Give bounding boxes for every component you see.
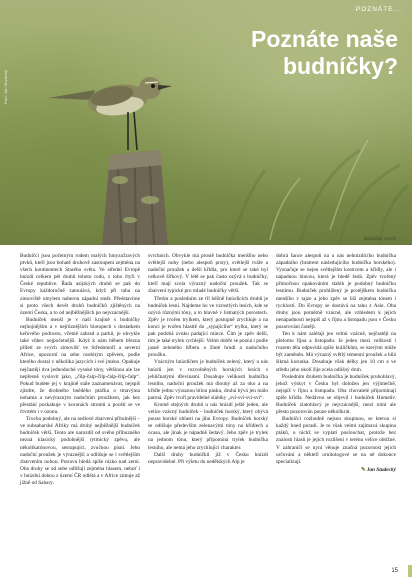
title-line-1: Poznáte naše — [251, 26, 398, 52]
page-number: 15 — [391, 568, 398, 574]
paragraph: Kromě stejných druhů u nás hnízdí ještě jeden, ale velice vzácný budníček – budníček horský, který obývá pouze horské oblasti na jihu Evropy. Budníček horský se odlišuje především zelenavými tóny na křídlech a ocasu, ale jinak je nápadně šedavý. Jeho zpěv je trylek na jednom tónu, který připomíná trylek budníčka lesního, ale nemá jeho zrychlující charakter. — [148, 401, 268, 451]
photo-credit: Foto: Jan Studecký — [3, 70, 8, 105]
author-signature — [276, 467, 396, 474]
paragraph: Další druhy budníčků již v Česku hnízdí nepravidelně. Při výletu do nedělských Alp je — [148, 451, 268, 465]
paragraph: Budníčci jsou početným rodem malých hmyzožravých ptvků, kteří jsou bohatě druhově zastoupeni zejména na všech kontinentech Starého světa. Ve střední Evropě hnízdí celkem pět druhů tohoto rodu, z toho čtyři v České republice. Řada asijských druhů se pak do Evropy každoročně zatoulává, když při tahu na zimoviště omylem naberou západní směr. Představíme si proto všech devět druhů budníčků zjištěných na území Česka, a to od nejběžnějších po nejvzácnější. — [20, 253, 140, 316]
paragraph: Trochu podobný, ale na sedlové zbarvení přítulnější – ve subsaharské Afriky má druhý nejběžnější budníček budníček větší. Tento ale narozdíl od svého příbuzného nezná klasický podobnější rytmický zpěvu, ale několikatónovou, sestupující, zvučnou písní. Jeho nadoční proužek je výraznější a odlišuje se i světlejším zbarvením nohou. Potravu hledá spíše nízko nad zemí. Oba druhy se od sebe odlišují zejména hlasem, neboť i v hnízdní dobou z území ČR odlétá a v Africe zimuje až jižně od Sahary. — [20, 416, 140, 486]
paragraph: Posledním druhem budníčka je budníček pruhohlavý, jehož výskyt v Česku byl doložen jen výjimečně, nejspíš v říjnu a listopadu. Oba chovatelé připomínají spíše křídla. Nedávno se objevil i budníček Humeův. Budníček zlatohlavý je nejvzácnější, mezi nimi ale přesto pozorován pouze několikrát. — [276, 373, 396, 416]
paragraph: svrchních. Obvykle má prostě budníčka menšího nebo světlejší nohy (nebo alespoň prsty), světlejší tváře a nadoční proužek a delší křídla, pro které se také byl celkově šířkový. V létě se pak často ozývá s budníčky, kteří mají zcela výrazný nadoční proužek. Tak se zbarvení typické pro mladé budníčky větší. — [148, 253, 268, 295]
paragraph: dobrá šance alespoň na u nás nehnízdícího budníčka západního (bratrem následujícího budníčka horského). Vyznačuje se nejen světlejším kostrcem a křídly, ale i nápadnou hlavou, která je bledě šedá. Zpěv tvořený přimočnou opakováním slabik je podobný budníčku lesnímu. Budníček prohlížený je protějškem budníčka menšího v tajze a jeho zpěv se liší zejména tónem i rychlostí. Do Evropy se dostává na tahu z Asie. Oba druhy jsou poměrně vzácné, ale vzhledem k jejich nenápadnosti nejspíš až v říjnu a listopadu jsou v Česku pozorováni častěji. — [276, 253, 396, 330]
pen-icon: ✎ — [360, 466, 366, 473]
paragraph: Budníčci rozhodně nejsou skupinou, se kterou si každý hned poradí. Je to však velmi zajímavá skupina ptáků, u nichž se vyplatí poslouchat, protože bez znalosti hlasů je jejich rozlišení v terénu velice obtížné. V zahraničí se nyní věnuje značná pozornost jejich určování a někteří ornitologové se na ně dokonce specializují. — [276, 416, 396, 465]
paragraph: Ten k nám zalétají jen velmi vzácně, nejčastěji na přelomu října a listopadu. Je jeden mezi velikostí i tvarem těla odpovídá spíše králíčkům, se kterými může být zaměněn. Má výrazný světlý temenní proužek a bílá šikmá korunka. Dosahuje však délky jen 10 cm a ve středu jeho okolí žije zcela odlišný druh. — [276, 331, 396, 373]
author-name: Jan Studecký — [366, 466, 396, 473]
paragraph: Budníček menší je v naší krajině s budníčky nejhojnějším a v nejrůznějších biotopech s dostatkem keřového podrostu, včetně zahrad a parků, je obvykle také vůbec nejpočetnější. Když k nám během března přiletí ze svých zimovišť ve Středomoří a severní Africe, upozorní na sebe osobitým zpěvem, podle kterého dostal v několika jazycích i své jméno. Opakuje nejčastěji dva jednoduché vysoké tóny, většinou ale lze nepřesně vyslovit jako, „čilp-čalp-čilp-čalp-čilp-čalp“. Pokud budete jej v krajině stále zaznamenávat, nejspíš zjistíte, že drobného hnědého ptáčka o tmavýma nohama a nevýrazným nadočním proužkem, jak bez přestání poskakuje v korunách stromů a pouští se ve čtvrtém i v ozonu. — [20, 316, 140, 416]
page-title — [198, 26, 398, 80]
column-3 — [276, 253, 396, 563]
title-line-2: budníčky? — [282, 53, 398, 79]
bird-photo — [0, 0, 412, 245]
photo-caption: Budníček menší — [363, 236, 396, 241]
column-2 — [148, 253, 268, 563]
article-body — [20, 253, 396, 563]
section-tag — [356, 6, 402, 13]
section-tag-text: POZNÁTE... — [355, 6, 402, 13]
paragraph: Třetím a posledním ze tří běžně hnízdících druhů je budníček lesní. Najdeme ho ve vzrostlých lesích, kde se ozývá různými tóny, a to hlavně v listnatých porostech. Zpěv je tvořen trylkem, který postupně zrychluje a na konci je tvořen hlasitě do „sypajícího“ trylku, který se pak podobá zvuku padající mince. Čím je zpěv delší, tím je také trylek rychlejší. Velmi dobře se pozná i podle jasně zeleného hřbetu a žluté hrudi a nadočního proužku. — [148, 295, 268, 359]
page-edge-marker — [408, 565, 412, 577]
column-1 — [20, 253, 140, 563]
paragraph: Vzácným hnízdičem je budníček zelený, který u nás hnízdí jen v rozvolněných horských lesích s jehličnatými dřevinami. Dosahuje velikosti budníčka lesního, nadoční proužek má dlouhý až za oko a na křídle jednu výraznou bílou pásku, druhá bývá jen málo patrná. Zpěv tvoří pravidelné slabiky „svi-svi-svi-svi“. — [148, 359, 268, 401]
